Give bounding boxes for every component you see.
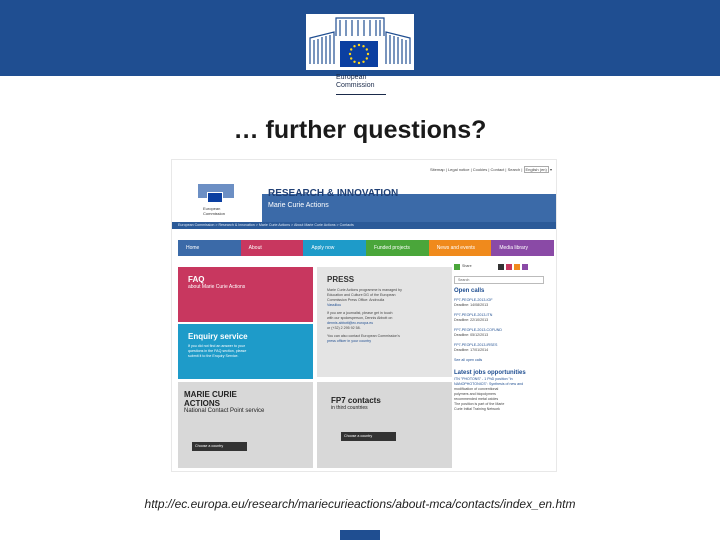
logo-underline — [336, 94, 386, 95]
more-share-icon[interactable] — [522, 264, 528, 270]
utility-link-cookies[interactable]: Cookies — [472, 167, 488, 172]
main-nav — [178, 240, 554, 256]
logo-text: European Commission — [336, 74, 375, 89]
call-link[interactable]: FP7-PEOPLE-2013-IRSES — [454, 343, 498, 347]
website-screenshot — [172, 160, 556, 471]
fp7-contacts-tile — [317, 382, 452, 468]
call-link[interactable]: FP7-PEOPLE-2013-IOF — [454, 298, 493, 302]
search-input[interactable]: Search — [454, 276, 544, 284]
facebook-icon[interactable] — [506, 264, 512, 270]
fp7-subtitle: in third countries — [331, 405, 368, 411]
press-text: Marie Curie Actions programme is managed by Education and Culture DG of the European Commission Press Office: Androulla Vassiliou If you are a journalist, please get in touch with our spokesperson, Dennis Abbott on dennis.abbott@ec.europa.eu or (+32) 2 295 92 58. You can also contact European Commission's press officer in your country — [327, 288, 402, 343]
faq-tile[interactable] — [178, 267, 313, 322]
footer-tab — [340, 530, 380, 540]
faq-subtitle: about Marie Curie Actions — [188, 284, 246, 290]
utility-link-sitemap[interactable]: Sitemap — [429, 167, 445, 172]
utility-link-contact[interactable]: Contact — [490, 167, 505, 172]
nav-item-about[interactable]: About — [241, 240, 304, 256]
utility-link-search[interactable]: Search — [507, 167, 521, 172]
fp7-country-select[interactable]: Choose a country — [341, 432, 396, 441]
breadcrumb[interactable]: European Commission > Research & Innovation > Marie Curie Actions > About Marie Curie Actions > Contacts — [172, 222, 556, 229]
call-deadline: Deadline: 05/12/2013 — [454, 333, 489, 337]
jobs-text: ITN "PHOTONS" - 1 PhD position "in NANOPHOTONICS": Synthesis of new and modification of conventional polymers and biopolymers recommended metal oxides The position is part of the Marie Curie Initial Training Network — [454, 377, 524, 411]
ncp-country-select[interactable]: Choose a country — [192, 442, 247, 451]
share-icon[interactable] — [454, 264, 460, 270]
nav-item-media-library[interactable]: Media library — [491, 240, 554, 256]
site-title: RESEARCH & INNOVATION — [268, 188, 399, 199]
twitter-icon[interactable] — [498, 264, 504, 270]
language-select[interactable]: English (en) — [525, 167, 547, 172]
utility-links: Sitemap | Legal notice | Cookies | Contact | Search | English (en) ▾ — [429, 167, 552, 172]
enquiry-title: Enquiry service — [188, 332, 248, 341]
nav-item-home[interactable]: Home — [178, 240, 241, 256]
open-calls-list — [454, 298, 554, 353]
jobs-heading: Latest jobs opportunities — [454, 370, 526, 376]
eu-flag-icon — [207, 192, 223, 203]
ncp-subtitle: National Contact Point service — [184, 408, 265, 414]
ncp-title-line2: ACTIONS — [184, 399, 220, 408]
press-tile — [317, 267, 452, 377]
fp7-title: FP7 contacts — [331, 396, 381, 405]
call-deadline: Deadline: 14/08/2013 — [454, 303, 489, 307]
ncp-tile — [178, 382, 313, 468]
site-header — [172, 180, 556, 226]
share-label[interactable]: Share — [462, 264, 472, 268]
site-logo-text: European Commission — [203, 206, 226, 216]
ncp-title-line1: MARIE CURIE — [184, 390, 237, 399]
eu-flag-icon — [339, 40, 379, 68]
site-logo[interactable] — [198, 184, 238, 224]
open-calls-heading: Open calls — [454, 288, 485, 294]
source-url[interactable]: http://ec.europa.eu/research/mariecurieactions/about-mca/contacts/index_en.htm — [144, 497, 576, 511]
slide-title: … further questions? — [233, 116, 487, 144]
nav-item-apply-now[interactable]: Apply now — [303, 240, 366, 256]
call-deadline: Deadline: 17/01/2014 — [454, 348, 489, 352]
call-deadline: Deadline: 22/10/2013 — [454, 318, 489, 322]
sidebar — [454, 264, 554, 412]
call-link[interactable]: FP7-PEOPLE-2013-COFUND — [454, 328, 502, 332]
share-bar[interactable] — [454, 264, 554, 270]
faq-title: FAQ — [188, 275, 205, 284]
nav-item-funded-projects[interactable]: Funded projects — [366, 240, 429, 256]
chevron-down-icon[interactable]: ▾ — [549, 167, 552, 172]
press-title: PRESS — [327, 275, 355, 284]
enquiry-text: If you did not find an answer to your questions in the FAQ section, please submit it to the Enquiry Service. — [188, 344, 247, 358]
european-commission-logo — [306, 14, 414, 100]
utility-link-legal-notice[interactable]: Legal notice — [447, 167, 470, 172]
see-all-calls-link[interactable]: See all open calls — [454, 358, 483, 362]
google-plus-icon[interactable] — [514, 264, 520, 270]
enquiry-service-tile[interactable] — [178, 324, 313, 379]
nav-item-news-and-events[interactable]: News and events — [429, 240, 492, 256]
call-link[interactable]: FP7-PEOPLE-2013-ITN — [454, 313, 493, 317]
site-subtitle: Marie Curie Actions — [268, 202, 329, 209]
